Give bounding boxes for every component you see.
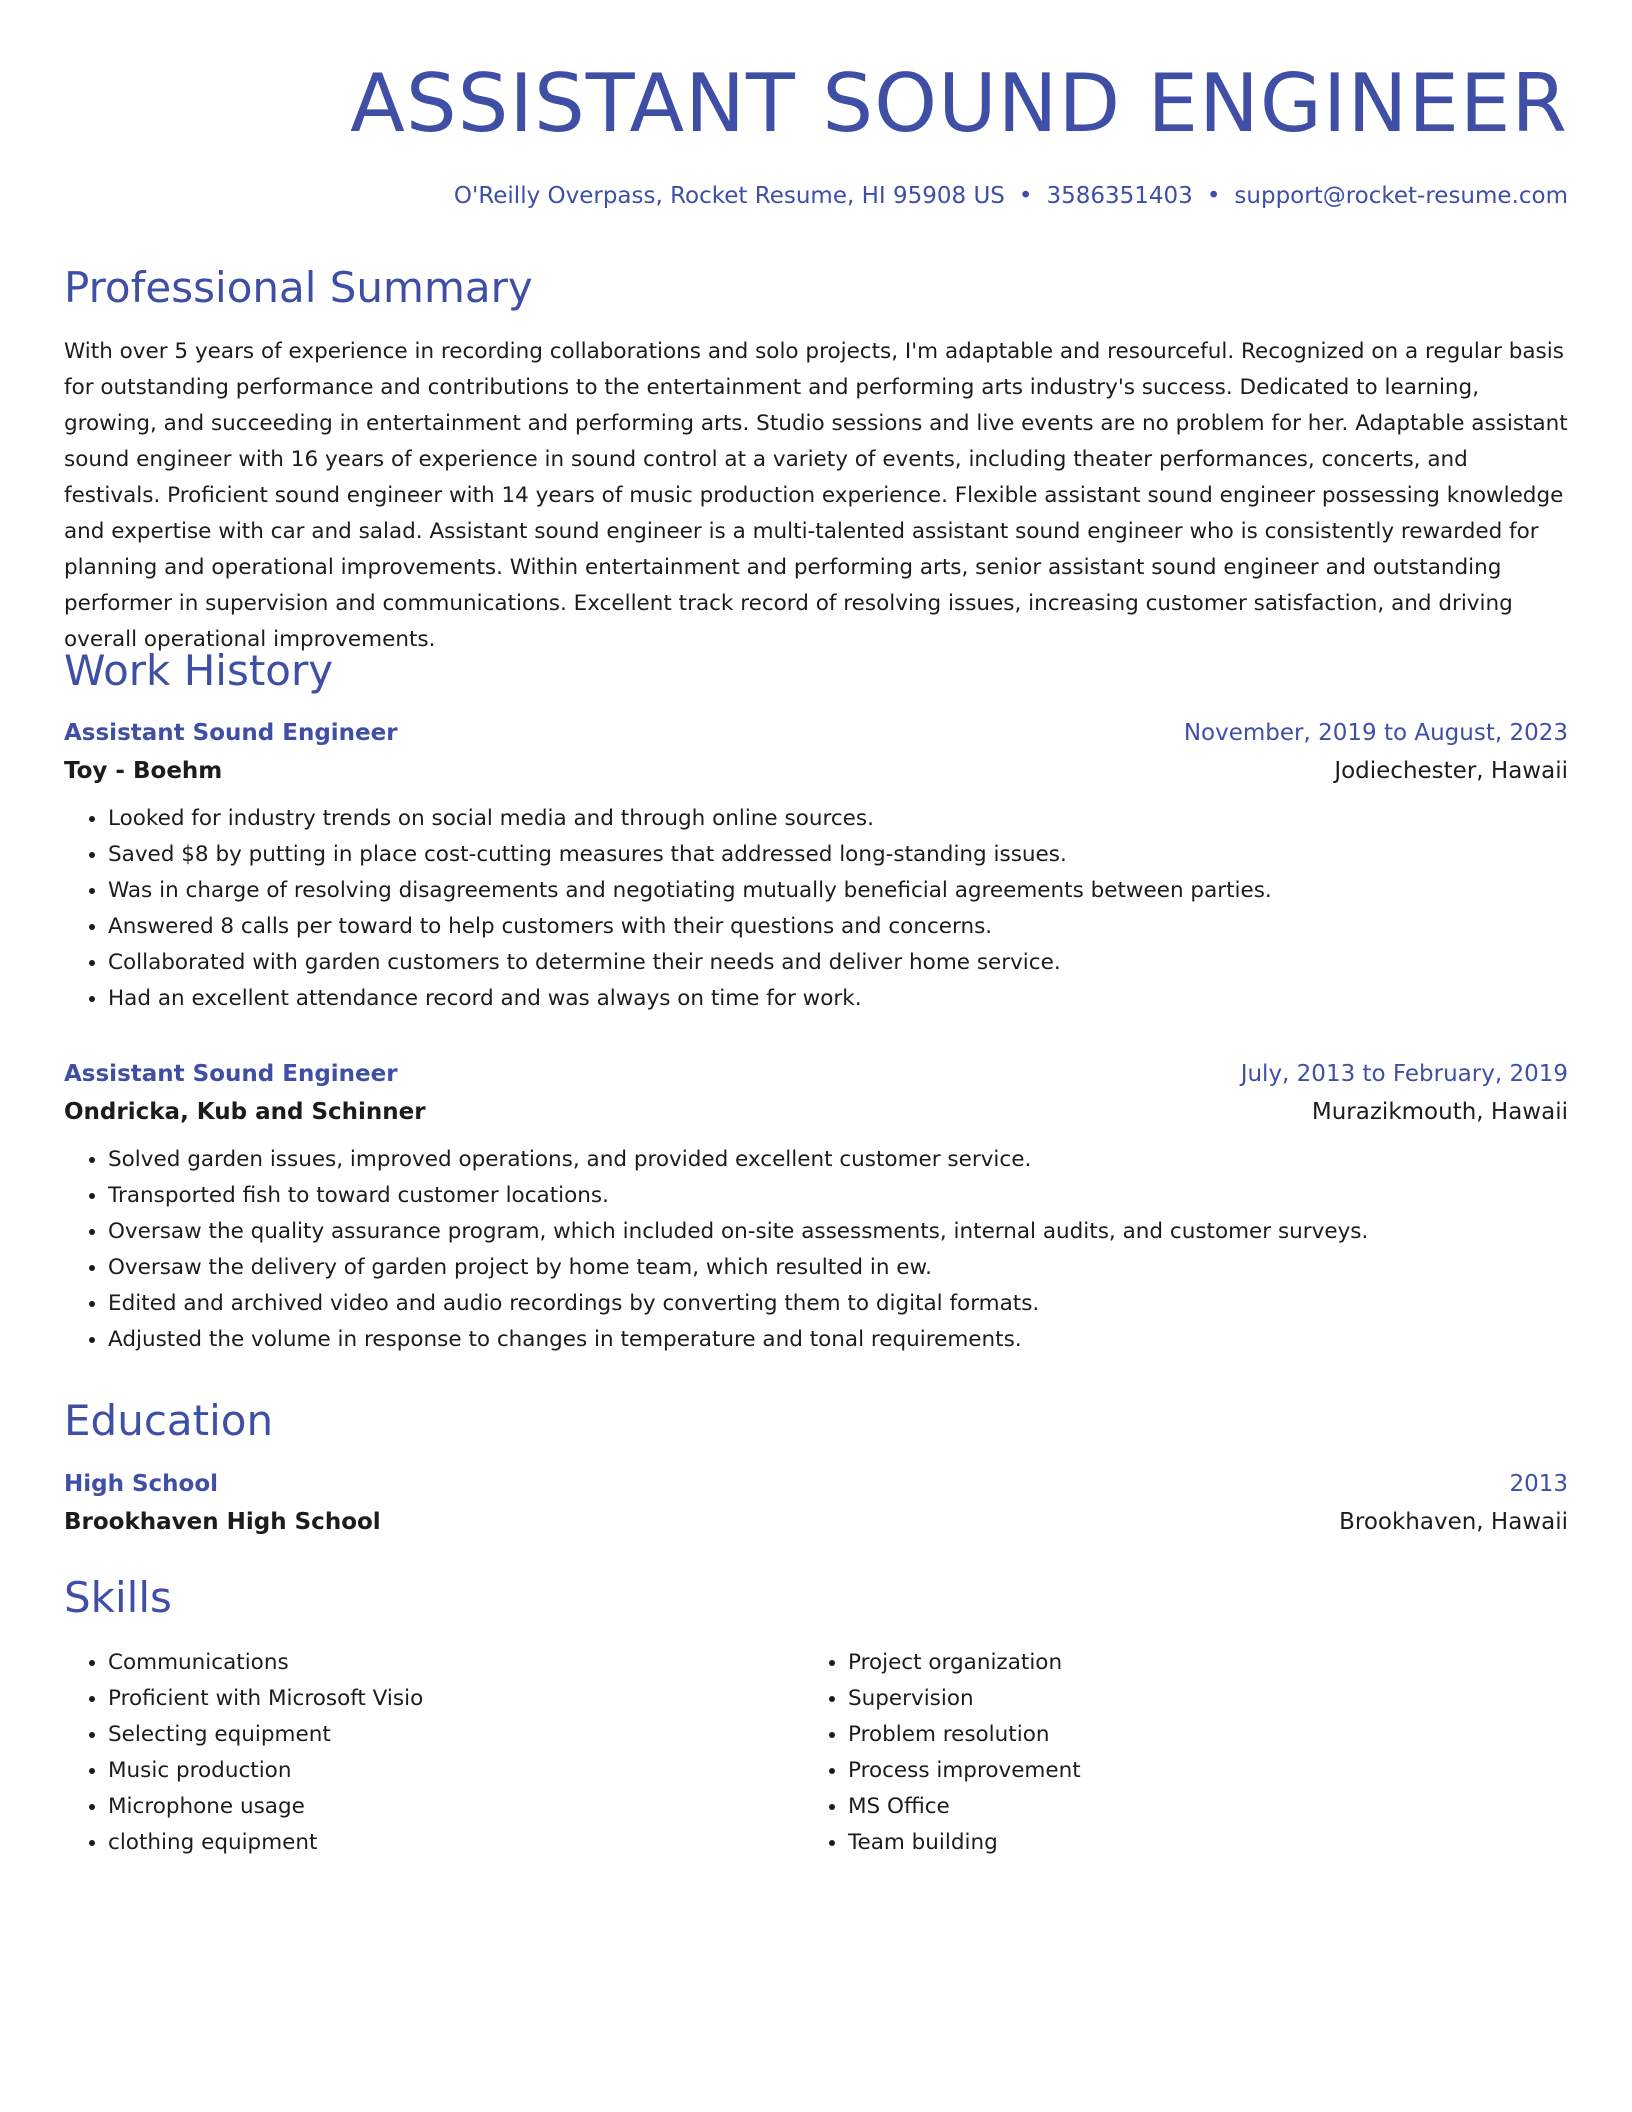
candidate-name: ASSISTANT SOUND ENGINEER xyxy=(350,57,1568,150)
skill-item: • Team building xyxy=(848,1825,1544,1861)
skill-item: • Microphone usage xyxy=(108,1789,804,1825)
list-item: • Adjusted the volume in response to changes in temperature and tonal requirements. xyxy=(108,1322,1568,1358)
summary-heading: Professional Summary xyxy=(64,263,533,312)
skills-heading: Skills xyxy=(64,1573,172,1622)
job-title: Assistant Sound Engineer xyxy=(64,1061,398,1087)
employer: Ondricka, Kub and Schinner xyxy=(64,1099,426,1125)
work-history-heading: Work History xyxy=(64,646,334,695)
skill-item: • clothing equipment xyxy=(108,1825,804,1861)
list-item: • Transported fish to toward customer locations. xyxy=(108,1178,1568,1214)
list-item: • Oversaw the delivery of garden project by home team, which resulted in ew. xyxy=(108,1250,1568,1286)
education-heading: Education xyxy=(64,1396,274,1445)
email-link[interactable]: support@rocket-resume.com xyxy=(1234,183,1568,209)
list-item: • Answered 8 calls per toward to help customers with their questions and concerns. xyxy=(108,909,1568,945)
graduation-year: 2013 xyxy=(1509,1471,1568,1497)
list-item: • Had an excellent attendance record and was always on time for work. xyxy=(108,981,1568,1017)
skill-item: • Communications xyxy=(108,1645,804,1681)
list-item: • Collaborated with garden customers to determine their needs and deliver home service. xyxy=(108,945,1568,981)
degree: High School xyxy=(64,1471,219,1497)
skills-list xyxy=(64,1645,1568,1861)
employer: Toy - Boehm xyxy=(64,758,223,784)
school-location: Brookhaven, Hawaii xyxy=(1339,1509,1568,1535)
skill-item: • Project organization xyxy=(848,1645,1544,1681)
skill-item: • Proficient with Microsoft Visio xyxy=(108,1681,804,1717)
job-location: Jodiechester, Hawaii xyxy=(1334,758,1568,784)
job-dates: July, 2013 to February, 2019 xyxy=(1240,1061,1568,1087)
separator-dot: • xyxy=(1018,183,1033,209)
job-dates: November, 2019 to August, 2023 xyxy=(1183,720,1568,746)
list-item: • Saved $8 by putting in place cost-cutting measures that addressed long-standing issues. xyxy=(108,837,1568,873)
list-item: • Was in charge of resolving disagreements and negotiating mutually beneficial agreements between parties. xyxy=(108,873,1568,909)
address: O'Reilly Overpass, Rocket Resume, HI 95908 US xyxy=(453,183,1005,209)
skill-item: • Process improvement xyxy=(848,1753,1544,1789)
skill-item: • Selecting equipment xyxy=(108,1717,804,1753)
skill-item: • Music production xyxy=(108,1753,804,1789)
job-entry xyxy=(64,1056,1568,1358)
phone: 3586351403 xyxy=(1046,183,1193,209)
separator-dot: • xyxy=(1206,183,1221,209)
skill-item: • Problem resolution xyxy=(848,1717,1544,1753)
job-bullets xyxy=(64,801,1568,1017)
list-item: • Looked for industry trends on social media and through online sources. xyxy=(108,801,1568,837)
contact-line xyxy=(454,180,1568,212)
skills-column-right xyxy=(804,1645,1544,1861)
job-title: Assistant Sound Engineer xyxy=(64,720,398,746)
skills-column-left xyxy=(64,1645,804,1861)
job-entry xyxy=(64,715,1568,1017)
skill-item: • MS Office xyxy=(848,1789,1544,1825)
school-name: Brookhaven High School xyxy=(64,1509,381,1535)
skill-item: • Supervision xyxy=(848,1681,1544,1717)
list-item: • Edited and archived video and audio recordings by converting them to digital formats. xyxy=(108,1286,1568,1322)
list-item: • Solved garden issues, improved operations, and provided excellent customer service. xyxy=(108,1142,1568,1178)
education-entry xyxy=(64,1466,1568,1542)
list-item: • Oversaw the quality assurance program, which included on-site assessments, internal audits, and customer surveys. xyxy=(108,1214,1568,1250)
summary-text: With over 5 years of experience in recording collaborations and solo projects, I'm adaptable and resourceful. Recognized on a regular basis for outstanding performance and contributions to the entertainment and performing arts industry's success. Dedicated to learning, growing, and succeeding in entertainment and performing arts. Studio sessions and live events are no problem for her. Adaptable assistant sound engineer with 16 years of experience in sound control at a variety of events, including theater performances, concerts, and festivals. Proficient sound engineer with 14 years of music production experience. Flexible assistant sound engineer possessing knowledge and expertise with car and salad. Assistant sound engineer is a multi-talented assistant sound engineer who is consistently rewarded for planning and operational improvements. Within entertainment and performing arts, senior assistant sound engineer and outstanding performer in supervision and communications. Excellent track record of resolving issues, increasing customer satisfaction, and driving overall operational improvements. xyxy=(64,339,1568,652)
job-location: Murazikmouth, Hawaii xyxy=(1311,1099,1568,1125)
job-bullets xyxy=(64,1142,1568,1358)
